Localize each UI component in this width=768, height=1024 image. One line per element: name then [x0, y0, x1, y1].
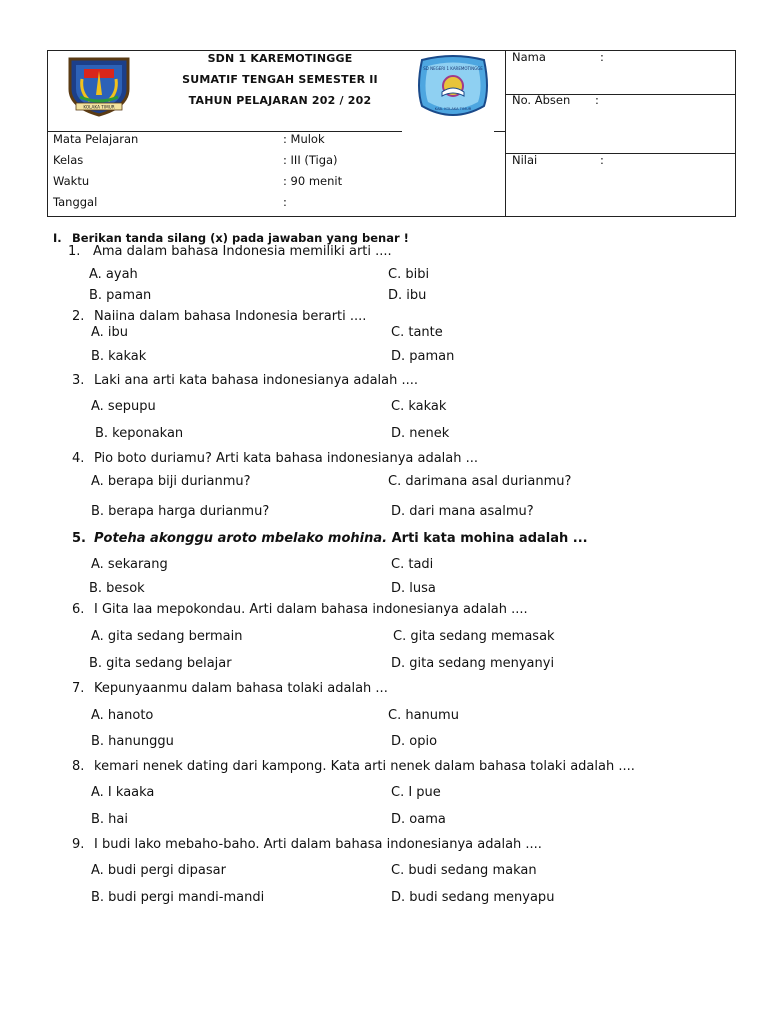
no-absen-colon: : — [595, 93, 599, 107]
logo-left-caption: KOLAKA TIMUR — [83, 104, 115, 110]
school-badge-icon — [414, 54, 492, 122]
question-6-option-a: A. gita sedang bermain — [91, 629, 243, 644]
question-4-option-c: C. darimana asal durianmu? — [388, 474, 572, 489]
tanggal-label: Tanggal — [53, 195, 98, 209]
question-5-tolaki-phrase: Poteha akonggu aroto mbelako mohina. — [94, 531, 388, 546]
question-6-number: 6. — [72, 602, 85, 617]
question-6-text: I Gita laa mepokondau. Arti dalam bahasa indonesianya adalah .... — [94, 602, 528, 617]
question-9-text: I budi lako mebaho-baho. Arti dalam bahasa indonesianya adalah .... — [94, 837, 542, 852]
nama-colon: : — [600, 50, 604, 64]
question-1-number: 1. — [68, 244, 81, 259]
tanggal-value: : — [283, 195, 287, 209]
question-9-number: 9. — [72, 837, 85, 852]
question-9-option-a: A. budi pergi dipasar — [91, 863, 226, 878]
question-2-option-c: C. tante — [391, 325, 443, 340]
question-8-option-d: D. oama — [391, 812, 446, 827]
question-8-text: kemari nenek dating dari kampong. Kata arti nenek dalam bahasa tolaki adalah .... — [94, 759, 635, 774]
question-6-option-c: C. gita sedang memasak — [393, 629, 555, 644]
mata-pelajaran-label: Mata Pelajaran — [53, 132, 139, 146]
exam-title: SUMATIF TENGAH SEMESTER II — [182, 73, 378, 86]
mata-pelajaran-value: : Mulok — [283, 132, 325, 146]
question-3-option-c: C. kakak — [391, 399, 447, 414]
question-1-option-c: C. bibi — [388, 267, 430, 282]
academic-year: TAHUN PELAJARAN 202 / 202 — [188, 94, 372, 107]
school-name: SDN 1 KAREMOTINGGE — [207, 52, 353, 65]
header-divider-absen — [505, 153, 736, 154]
logo-right-caption-2: KAB. KOLAKA TIMUR — [434, 107, 472, 111]
question-4-text: Pio boto duriamu? Arti kata bahasa indonesianya adalah ... — [94, 451, 479, 466]
question-5-option-b: B. besok — [89, 581, 145, 596]
nilai-label: Nilai — [512, 153, 538, 167]
question-7-option-c: C. hanumu — [388, 708, 459, 723]
question-6-option-b: B. gita sedang belajar — [89, 656, 232, 671]
question-2-option-a: A. ibu — [91, 325, 129, 340]
question-7-option-b: B. hanunggu — [91, 734, 174, 749]
section-number: I. — [53, 231, 62, 245]
question-9-option-d: D. budi sedang menyapu — [391, 890, 555, 905]
question-3-number: 3. — [72, 373, 85, 388]
question-8-option-c: C. I pue — [391, 785, 441, 800]
question-7-option-a: A. hanoto — [91, 708, 154, 723]
question-4-option-a: A. berapa biji durianmu? — [91, 474, 251, 489]
question-8-option-b: B. hai — [91, 812, 129, 827]
kolaka-timur-emblem-icon — [64, 55, 134, 117]
question-4-number: 4. — [72, 451, 85, 466]
question-3-text: Laki ana arti kata bahasa indonesianya adalah .... — [94, 373, 419, 388]
no-absen-label: No. Absen — [512, 93, 571, 107]
header-divider-left-end — [494, 131, 505, 132]
waktu-label: Waktu — [53, 174, 90, 188]
question-7-number: 7. — [72, 681, 85, 696]
kelas-label: Kelas — [53, 153, 84, 167]
header-divider-vertical — [505, 50, 506, 217]
question-7-text: Kepunyaanmu dalam bahasa tolaki adalah ... — [94, 681, 388, 696]
question-8-option-a: A. I kaaka — [91, 785, 155, 800]
nilai-colon: : — [600, 153, 604, 167]
question-7-option-d: D. opio — [391, 734, 438, 749]
question-5-option-d: D. lusa — [391, 581, 436, 596]
question-3-option-d: D. nenek — [391, 426, 450, 441]
question-5-text: Arti kata mohina adalah ... — [391, 531, 588, 546]
question-5-number: 5. — [72, 531, 86, 546]
kelas-value: : III (Tiga) — [283, 153, 338, 167]
question-5-line — [94, 531, 588, 546]
question-3-option-a: A. sepupu — [91, 399, 156, 414]
question-1-option-d: D. ibu — [388, 288, 427, 303]
question-6-option-d: D. gita sedang menyanyi — [391, 656, 555, 671]
question-5-option-a: A. sekarang — [91, 557, 168, 572]
logo-right-caption: SD NEGERI 1 KAREMOTINGGE — [423, 66, 483, 71]
question-8-number: 8. — [72, 759, 85, 774]
question-9-option-b: B. budi pergi mandi-mandi — [91, 890, 265, 905]
section-instruction: Berikan tanda silang (x) pada jawaban yang benar ! — [72, 231, 409, 245]
nama-label: Nama — [512, 50, 546, 64]
waktu-value: : 90 menit — [283, 174, 343, 188]
question-3-option-b: B. keponakan — [95, 426, 184, 441]
question-1-option-b: B. paman — [89, 288, 152, 303]
question-4-option-b: B. berapa harga durianmu? — [91, 504, 270, 519]
question-2-option-b: B. kakak — [91, 349, 147, 364]
question-2-number: 2. — [72, 309, 85, 324]
question-1-option-a: A. ayah — [89, 267, 138, 282]
question-4-option-d: D. dari mana asalmu? — [391, 504, 534, 519]
question-5-option-c: C. tadi — [391, 557, 434, 572]
question-2-text: Naiina dalam bahasa Indonesia berarti .... — [94, 309, 367, 324]
question-2-option-d: D. paman — [391, 349, 455, 364]
question-1-text: Ama dalam bahasa Indonesia memiliki arti .... — [93, 244, 392, 259]
question-9-option-c: C. budi sedang makan — [391, 863, 537, 878]
